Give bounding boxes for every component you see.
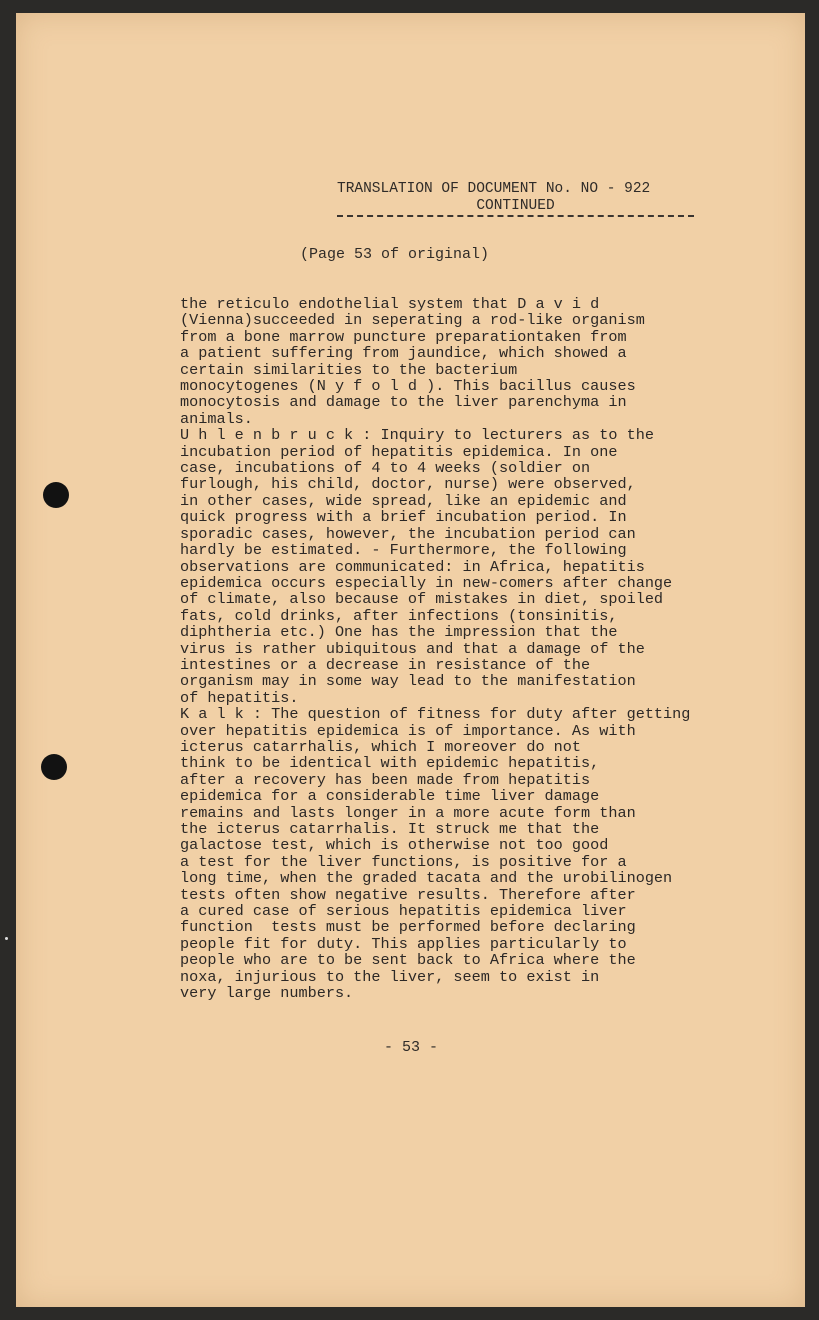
body-line: after a recovery has been made from hepatitis xyxy=(180,770,591,789)
body-line: (Vienna)succeeded in seperating a rod-like organism xyxy=(180,311,645,330)
body-line: intestines or a decrease in resistance of the xyxy=(180,655,591,674)
body-line: epidemica for a considerable time liver damage xyxy=(180,787,600,806)
body-line: the icterus catarrhalis. It struck me that the xyxy=(180,820,600,838)
body-line: a cured case of serious hepatitis epidemica liver xyxy=(180,902,627,921)
body-line: long time, when the graded tacata and the urobilinogen xyxy=(180,869,673,888)
body-line: quick progress with a brief incubation period. In xyxy=(180,508,627,527)
body-line: over hepatitis epidemica is of importance. As with xyxy=(180,721,636,740)
body-line: a test for the liver functions, is positive for a xyxy=(180,852,627,871)
scan-speck xyxy=(5,937,8,940)
body-line: in other cases, wide spread, like an epidemic and xyxy=(180,491,627,510)
punch-hole-upper xyxy=(43,482,69,508)
body-line: of hepatitis. xyxy=(180,688,299,707)
body-line: tests often show negative results. Therefore after xyxy=(180,885,636,904)
body-line: organism may in some way lead to the manifestation xyxy=(180,672,636,691)
page-number: - 53 - xyxy=(384,1039,439,1056)
body-line: noxa, injurious to the liver, seem to exist in xyxy=(180,967,600,986)
body-line: function tests must be performed before declaring xyxy=(180,918,636,937)
body-line: icterus catarrhalis, which I moreover do not xyxy=(180,737,582,756)
header-underline xyxy=(337,215,694,217)
body-line: hardly be estimated. - Furthermore, the following xyxy=(180,541,627,560)
body-line: observations are communicated: in Africa, hepatitis xyxy=(180,557,645,576)
body-line: epidemica occurs especially in new-comers after change xyxy=(180,573,673,592)
body-line: the reticulo endothelial system that D a v i d xyxy=(180,295,600,313)
body-line: very large numbers. xyxy=(180,984,354,1003)
punch-hole-lower xyxy=(41,754,67,780)
body-line: a patient suffering from jaundice, which showed a xyxy=(180,344,627,363)
body-line: U h l e n b r u c k : Inquiry to lecturers as to the xyxy=(180,426,654,445)
body-line: animals. xyxy=(180,409,253,428)
body-line: K a l k : The question of fitness for duty after getting xyxy=(180,705,691,724)
body-line: virus is rather ubiquitous and that a damage of the xyxy=(180,639,645,658)
body-line: monocytogenes (N y f o l d ). This bacillus causes xyxy=(180,377,636,396)
document-subtitle: CONTINUED xyxy=(476,198,555,214)
body-text xyxy=(180,296,740,1001)
body-line: from a bone marrow puncture preparationtaken from xyxy=(180,327,627,346)
document-title: TRANSLATION OF DOCUMENT No. NO - 922 xyxy=(337,181,651,197)
body-line: diphtheria etc.) One has the impression that the xyxy=(180,623,618,642)
body-line: certain similarities to the bacterium xyxy=(180,360,518,379)
body-line: sporadic cases, however, the incubation period can xyxy=(180,524,636,543)
body-line: people who are to be sent back to Africa where the xyxy=(180,951,636,970)
body-line: think to be identical with epidemic hepatitis, xyxy=(180,754,600,773)
body-line: monocytosis and damage to the liver parenchyma in xyxy=(180,393,627,412)
body-line: furlough, his child, doctor, nurse) were observed, xyxy=(180,475,636,494)
body-line: case, incubations of 4 to 4 weeks (soldier on xyxy=(180,459,591,478)
body-line: of climate, also because of mistakes in diet, spoiled xyxy=(180,590,664,609)
body-line: incubation period of hepatitis epidemica. In one xyxy=(180,442,618,461)
body-line: people fit for duty. This applies particularly to xyxy=(180,934,627,953)
body-line: fats, cold drinks, after infections (tonsinitis, xyxy=(180,606,618,625)
body-line: galactose test, which is otherwise not too good xyxy=(180,836,609,855)
body-line: remains and lasts longer in a more acute form than xyxy=(180,803,636,822)
page-reference: (Page 53 of original) xyxy=(300,246,490,263)
